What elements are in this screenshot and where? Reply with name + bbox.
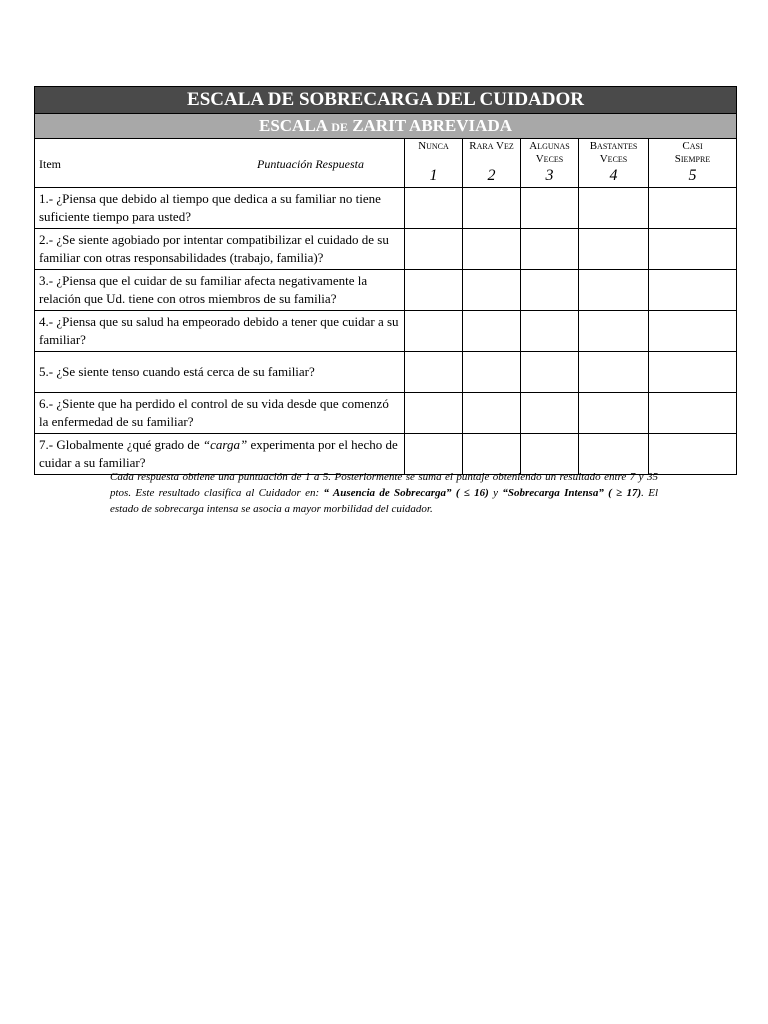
question-row-6 — [35, 393, 737, 434]
item-header-cell — [35, 139, 405, 188]
answer-cell-q4-3[interactable] — [521, 311, 579, 352]
form-subtitle: ESCALA de ZARIT ABREVIADA — [35, 114, 737, 139]
form-title: ESCALA DE SOBRECARGA DEL CUIDADOR — [35, 87, 737, 114]
option-header-rara-vez: Rara Vez 2 — [463, 139, 521, 188]
subtitle-row — [35, 114, 737, 139]
question-row-4 — [35, 311, 737, 352]
scoring-note: Cada respuesta obtiene una puntuación de 1 a 5. Posteriormente se suma el puntaje obteniendo un resultado entre 7 y 35 ptos. Este resultado clasifica al Cuidador en: “ Ausencia de Sobrecarga” ( ≤ 16) y “Sobrecarga Intensa” ( ≥ 17). El estado de sobrecarga intensa se asocia a mayor morbilidad del cuidador. — [110, 471, 658, 515]
answer-cell-q2-5[interactable] — [649, 229, 737, 270]
answer-cell-q3-5[interactable] — [649, 270, 737, 311]
question-text: 7.- Globalmente ¿qué grado de “carga” experimenta por el hecho de cuidar a su familiar? — [35, 434, 405, 475]
answer-cell-q4-5[interactable] — [649, 311, 737, 352]
answer-cell-q5-3[interactable] — [521, 352, 579, 393]
question-text: 3.- ¿Piensa que el cuidar de su familiar afecta negativamente la relación que Ud. tiene con otros miembros de su familia? — [35, 270, 405, 311]
answer-cell-q3-1[interactable] — [405, 270, 463, 311]
answer-cell-q6-2[interactable] — [463, 393, 521, 434]
answer-cell-q4-1[interactable] — [405, 311, 463, 352]
question-row-1 — [35, 188, 737, 229]
answer-cell-q1-4[interactable] — [579, 188, 649, 229]
answer-cell-q5-5[interactable] — [649, 352, 737, 393]
option-header-casi-siempre: Casi Siempre 5 — [649, 139, 737, 188]
answer-cell-q6-5[interactable] — [649, 393, 737, 434]
question-text: 6.- ¿Siente que ha perdido el control de su vida desde que comenzó la enfermedad de su familiar? — [35, 393, 405, 434]
option-header-nunca: Nunca 1 — [405, 139, 463, 188]
answer-cell-q6-1[interactable] — [405, 393, 463, 434]
answer-cell-q5-4[interactable] — [579, 352, 649, 393]
question-text: 5.- ¿Se siente tenso cuando está cerca de su familiar? — [35, 352, 405, 393]
answer-cell-q6-3[interactable] — [521, 393, 579, 434]
answer-cell-q2-4[interactable] — [579, 229, 649, 270]
answer-cell-q3-4[interactable] — [579, 270, 649, 311]
question-text: 1.- ¿Piensa que debido al tiempo que dedica a su familiar no tiene suficiente tiempo para usted? — [35, 188, 405, 229]
answer-cell-q7-5[interactable] — [649, 434, 737, 475]
answer-cell-q1-2[interactable] — [463, 188, 521, 229]
question-text: 2.- ¿Se siente agobiado por intentar compatibilizar el cuidado de su familiar con otras responsabilidades (trabajo, familia)? — [35, 229, 405, 270]
zarit-scale-table — [34, 86, 737, 475]
answer-cell-q5-2[interactable] — [463, 352, 521, 393]
answer-cell-q3-2[interactable] — [463, 270, 521, 311]
answer-cell-q4-4[interactable] — [579, 311, 649, 352]
title-row — [35, 87, 737, 114]
question-row-5 — [35, 352, 737, 393]
question-text: 4.- ¿Piensa que su salud ha empeorado debido a tener que cuidar a su familiar? — [35, 311, 405, 352]
answer-cell-q5-1[interactable] — [405, 352, 463, 393]
question-row-2 — [35, 229, 737, 270]
header-row — [35, 139, 737, 188]
answer-cell-q2-2[interactable] — [463, 229, 521, 270]
option-header-algunas-veces: Algunas Veces 3 — [521, 139, 579, 188]
answer-cell-q1-1[interactable] — [405, 188, 463, 229]
option-header-bastantes-veces: Bastantes Veces 4 — [579, 139, 649, 188]
answer-cell-q1-3[interactable] — [521, 188, 579, 229]
item-header-label: Item — [39, 157, 61, 171]
score-header-label: Puntuación Respuesta — [257, 157, 364, 171]
answer-cell-q6-4[interactable] — [579, 393, 649, 434]
answer-cell-q3-3[interactable] — [521, 270, 579, 311]
no-burden-label: “ Ausencia de Sobrecarga” ( ≤ 16) — [323, 487, 489, 499]
answer-cell-q4-2[interactable] — [463, 311, 521, 352]
intense-burden-label: “Sobrecarga Intensa” ( ≥ 17) — [502, 487, 642, 499]
answer-cell-q2-3[interactable] — [521, 229, 579, 270]
answer-cell-q2-1[interactable] — [405, 229, 463, 270]
answer-cell-q1-5[interactable] — [649, 188, 737, 229]
question-row-3 — [35, 270, 737, 311]
